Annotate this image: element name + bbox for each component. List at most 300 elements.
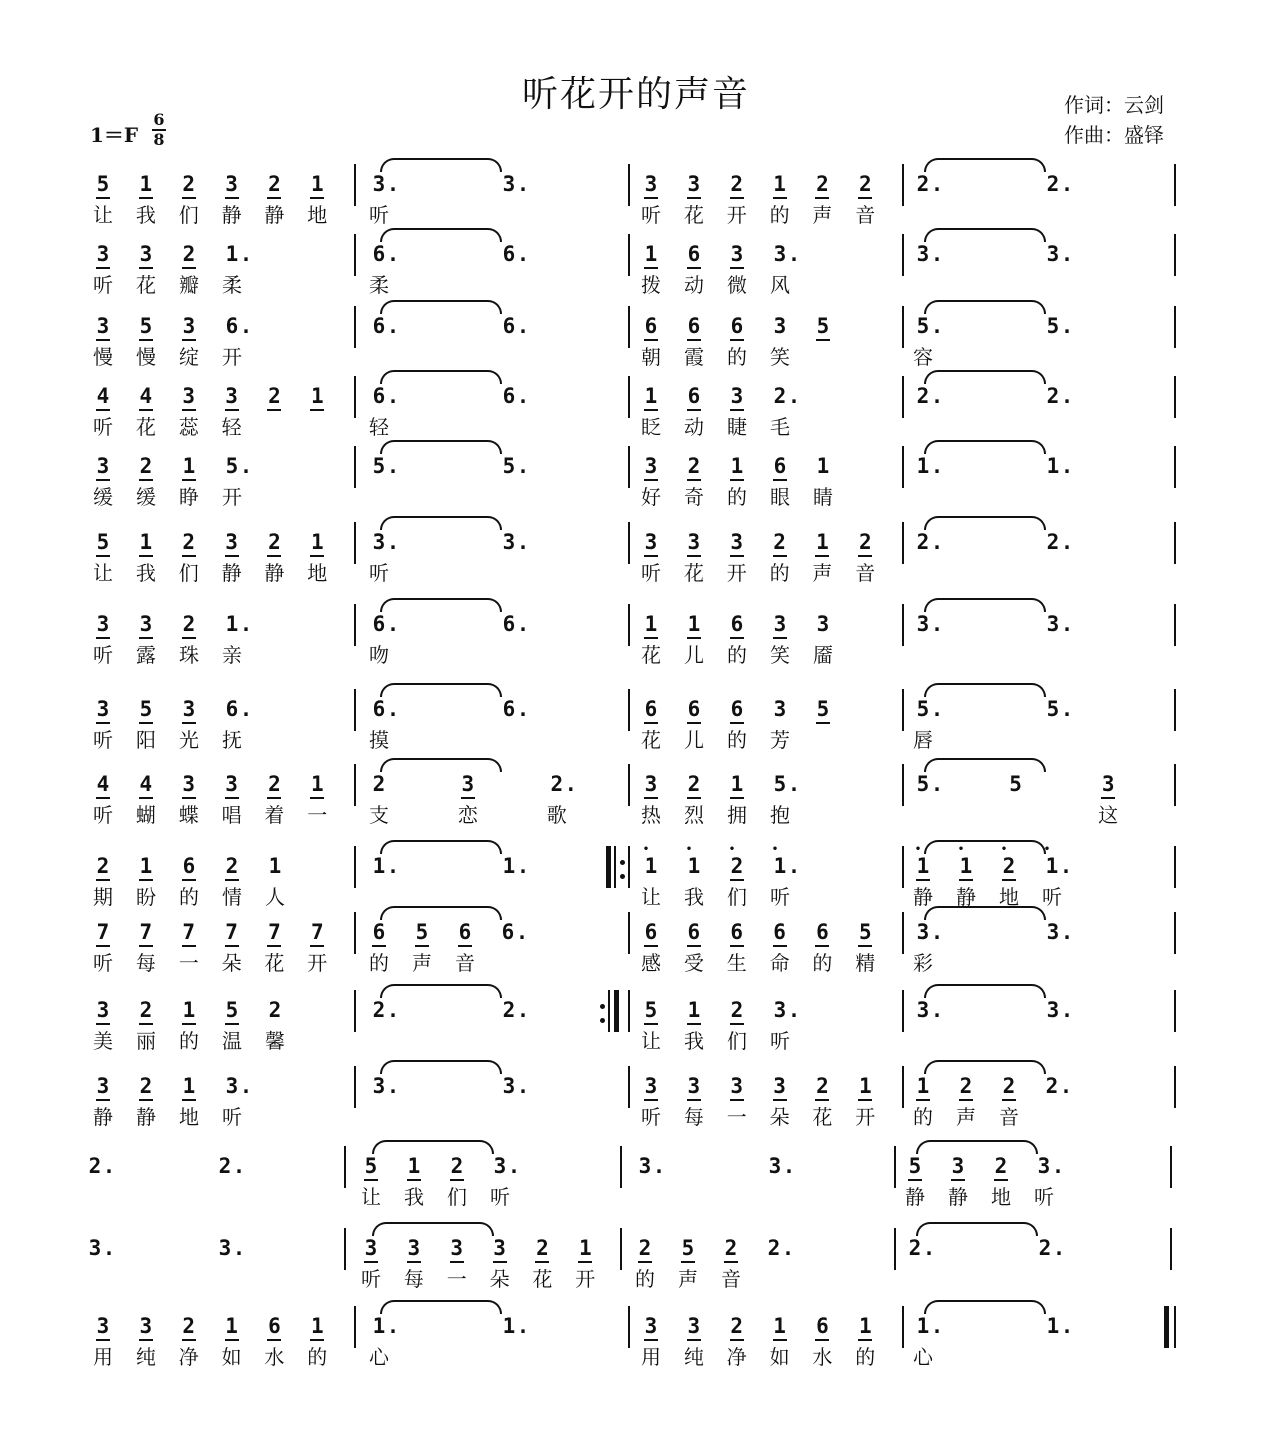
lyric: 烈 (684, 803, 704, 827)
lyric: 缓 (93, 485, 113, 509)
note (133, 695, 159, 723)
eighth-underline (730, 197, 744, 199)
note-token (810, 312, 836, 372)
note-digit: 1 (268, 854, 282, 878)
duration-dot: . (788, 384, 801, 408)
note-token (988, 1152, 1014, 1212)
duration-dot: . (1061, 1314, 1074, 1338)
note-digit: 3 (450, 1236, 464, 1260)
eighth-underline (182, 945, 196, 947)
bar-line (354, 604, 356, 646)
lyric: 静 (913, 885, 933, 909)
note-token (133, 528, 159, 588)
note-token (219, 852, 245, 912)
note-token (401, 1152, 427, 1212)
lyric (82, 1182, 108, 1212)
lyric (1032, 1264, 1058, 1294)
note-digit: 5 (96, 530, 110, 554)
lyric: 亲 (222, 643, 242, 667)
note-digit: 2 (225, 854, 239, 878)
lyric (495, 948, 521, 978)
note (638, 170, 664, 198)
note-token (910, 240, 944, 300)
note-digit: 3 (730, 384, 744, 408)
note-token (176, 312, 202, 372)
bar-line (628, 990, 630, 1032)
note-token (767, 770, 801, 830)
note-token (366, 312, 400, 372)
note-digit: 4 (139, 772, 153, 796)
note-digit: 5 (225, 998, 239, 1022)
duration-dot: . (931, 998, 944, 1022)
note-token (724, 1072, 750, 1132)
eighth-underline (310, 555, 324, 557)
bar-line (628, 846, 630, 888)
bar-line (628, 164, 630, 206)
duration-dot: . (240, 314, 253, 338)
lyric (366, 482, 392, 512)
note-digit: 2 (450, 1154, 464, 1178)
note (82, 1152, 116, 1180)
note-digit: 3 (730, 530, 744, 554)
note-digit: 1 (816, 530, 829, 554)
note-digit: 1 (730, 454, 744, 478)
note (910, 528, 944, 556)
note-token (910, 996, 944, 1056)
note-digit: 5 (916, 697, 930, 721)
note-token (724, 996, 750, 1056)
note-token (90, 382, 116, 442)
note-digit: 3 (687, 172, 701, 196)
note (496, 1072, 530, 1100)
note-digit: 7 (182, 920, 196, 944)
lyric: 一 (726, 1105, 747, 1129)
duration-dot: . (517, 530, 530, 554)
slur (380, 683, 502, 697)
lyric: 抱 (770, 803, 790, 827)
eighth-underline (139, 555, 153, 557)
note-token (261, 1312, 287, 1372)
bar-line (354, 990, 356, 1032)
note (852, 1312, 878, 1340)
note-digit: 5 (139, 697, 153, 721)
note (366, 852, 400, 880)
eighth-underline (96, 339, 110, 341)
lyric: 静 (136, 1105, 156, 1129)
bar-line (1170, 1146, 1172, 1188)
note-token (767, 170, 793, 230)
lyric (496, 725, 522, 755)
note-digit: 1 (687, 612, 701, 636)
note-token (366, 1312, 400, 1372)
note-digit: 3 (96, 697, 110, 721)
lyric: 儿 (684, 643, 704, 667)
final-bar (1164, 1306, 1169, 1348)
eighth-underline (644, 479, 658, 481)
duration-dot: . (1061, 697, 1074, 721)
note-digit: 2 (916, 530, 930, 554)
note-digit: 3 (773, 998, 787, 1022)
note-token (1040, 695, 1074, 755)
note-token (910, 1312, 944, 1372)
note (133, 1312, 159, 1340)
note (902, 1152, 928, 1180)
eighth-underline (182, 637, 196, 639)
bar-line (344, 1146, 346, 1188)
note-digit: 1 (1045, 854, 1059, 878)
lyric (910, 270, 936, 300)
note (718, 1234, 744, 1262)
note-token (176, 1312, 202, 1372)
note (544, 770, 577, 798)
bar-line (628, 689, 630, 731)
lyric (1003, 800, 1029, 830)
note (724, 610, 750, 638)
lyric: 霞 (684, 345, 704, 369)
eighth-underline (816, 722, 830, 724)
duration-dot: . (240, 697, 253, 721)
eighth-underline (730, 555, 744, 557)
eighth-underline (267, 1339, 281, 1341)
note (761, 1234, 795, 1262)
note (444, 1152, 470, 1180)
note (133, 770, 159, 798)
note (401, 1234, 427, 1262)
note-token (852, 1312, 878, 1372)
note-token (358, 1234, 384, 1294)
note-token (910, 770, 944, 830)
note-token (304, 770, 330, 830)
note (82, 1234, 116, 1262)
note (681, 1312, 707, 1340)
slur (380, 1060, 502, 1074)
eighth-underline (182, 555, 196, 557)
lyric: 着 (264, 803, 285, 827)
note (496, 528, 530, 556)
eighth-underline (815, 1339, 829, 1341)
note-digit: 2 (687, 454, 701, 478)
note-digit: 6 (730, 697, 744, 721)
note-digit: 2 (994, 1154, 1008, 1178)
note (810, 695, 836, 723)
note (767, 528, 793, 556)
lyric (910, 412, 936, 442)
note (638, 695, 664, 723)
lyric: 的 (727, 485, 747, 509)
note (681, 528, 707, 556)
note-token (638, 996, 664, 1056)
eighth-underline (96, 1339, 110, 1341)
duration-dot: . (931, 1314, 944, 1338)
lyric: 的 (369, 951, 389, 975)
note (681, 695, 707, 723)
lyric: 我 (404, 1185, 424, 1209)
duration-dot: . (517, 1314, 530, 1338)
note-token (496, 1072, 530, 1132)
note-digit: 2 (502, 998, 516, 1022)
eighth-underline (644, 197, 658, 199)
note (304, 382, 330, 410)
slur (380, 370, 502, 384)
lyric (810, 342, 836, 372)
lyric: 阳 (136, 728, 156, 752)
lyric: 慢 (93, 345, 113, 369)
eighth-underline (858, 555, 872, 557)
note-digit: 2 (959, 1074, 973, 1098)
note (176, 528, 202, 556)
slur (380, 440, 502, 454)
lyric (496, 640, 522, 670)
bar-line (628, 306, 630, 348)
note (133, 996, 159, 1024)
note-digit: 6 (502, 384, 516, 408)
lyric: 绽 (179, 345, 199, 369)
lyric: 听 (1034, 1185, 1054, 1209)
note-token (219, 382, 245, 442)
note-token (366, 610, 400, 670)
note-token (219, 996, 245, 1056)
bar-line (1174, 522, 1176, 564)
lyric: 期 (93, 885, 113, 909)
duration-dot: . (788, 772, 801, 796)
eighth-underline (908, 1179, 922, 1181)
note-token (681, 1072, 707, 1132)
note-digit: 2 (730, 998, 744, 1022)
lyric: 拨 (641, 273, 661, 297)
note (767, 1072, 793, 1100)
eighth-underline (407, 1261, 421, 1263)
note (638, 528, 664, 556)
slur (924, 228, 1046, 242)
lyric: 摸 (369, 728, 389, 752)
note-digit: 1 (858, 1314, 872, 1338)
note (176, 1072, 202, 1100)
note-digit: 3 (644, 454, 658, 478)
note (261, 1312, 287, 1340)
note-token (996, 1072, 1022, 1132)
lyric: 听 (93, 643, 113, 667)
note-digit: 1 (687, 854, 701, 878)
lyric: 音 (855, 561, 876, 585)
note-digit: 3 (139, 612, 153, 636)
lyric: 听 (361, 1267, 381, 1291)
note (810, 610, 836, 638)
note-token (176, 610, 202, 670)
note-token (366, 852, 400, 912)
note (212, 1152, 246, 1180)
lyric: 热 (641, 803, 661, 827)
note (945, 1152, 971, 1180)
high-octave-dot: • (729, 844, 736, 855)
note-token (1031, 1152, 1065, 1212)
note (638, 610, 664, 638)
note-digit: 2 (916, 172, 930, 196)
note-digit: 1 (816, 454, 830, 478)
lyric (762, 1182, 788, 1212)
bar-line (354, 689, 356, 731)
note (90, 852, 116, 880)
note-token (133, 382, 159, 442)
note (724, 770, 750, 798)
lyric: 水 (812, 1345, 833, 1369)
note-token (261, 528, 287, 588)
lyric: 风 (770, 273, 790, 297)
note-token (366, 240, 400, 300)
lyric: 听 (369, 561, 389, 585)
eighth-underline (1002, 879, 1016, 881)
note-digit: 6 (502, 242, 516, 266)
note-token (724, 312, 750, 372)
note-digit: 5 (908, 1154, 922, 1178)
bar-line (894, 1146, 896, 1188)
note (809, 1072, 835, 1100)
note (366, 1072, 400, 1100)
note-digit: 6 (372, 314, 386, 338)
note-token (910, 918, 944, 978)
note-digit: 1 (959, 854, 973, 878)
duration-dot: . (240, 454, 253, 478)
eighth-underline (687, 1023, 701, 1025)
duration-dot: . (240, 612, 253, 636)
bar-line (354, 846, 356, 888)
eighth-underline (96, 722, 110, 724)
eighth-underline (225, 555, 239, 557)
note-digit: 2 (139, 998, 153, 1022)
note-token (1040, 452, 1074, 512)
note-digit: 6 (730, 314, 744, 338)
lyric: 花 (641, 728, 661, 752)
note-digit: 3 (96, 1074, 110, 1098)
note-token (724, 695, 750, 755)
note (495, 918, 529, 946)
note-token (1040, 170, 1074, 230)
note-digit: 2 (1038, 1236, 1052, 1260)
note-token (261, 918, 287, 978)
note-digit: 6 (730, 612, 744, 636)
note-token (681, 610, 707, 670)
note (767, 312, 793, 340)
lyric: 人 (265, 885, 285, 909)
bar-line (628, 1066, 630, 1108)
note-token (638, 312, 664, 372)
bar-line (354, 1066, 356, 1108)
bar-line (628, 1306, 630, 1348)
note (176, 312, 202, 340)
lyric: 温 (222, 1029, 242, 1053)
bar-line (902, 1066, 904, 1108)
note (219, 312, 253, 340)
note (496, 610, 530, 638)
note (953, 844, 979, 880)
note (496, 382, 530, 410)
note-digit: 2 (816, 172, 829, 196)
slur (924, 158, 1046, 172)
note-token (852, 1072, 878, 1132)
duration-dot: . (517, 314, 530, 338)
note (681, 610, 707, 638)
lyric: 蝴 (135, 803, 156, 827)
note-token (809, 1072, 835, 1132)
slur (924, 840, 1046, 854)
note-token (762, 1152, 796, 1212)
lyric (1040, 412, 1066, 442)
eighth-underline (461, 797, 475, 799)
note (1039, 1072, 1073, 1100)
page-title: 听花开的声音 (521, 74, 750, 115)
note-token (529, 1234, 555, 1294)
note-token (910, 1072, 936, 1132)
bar-line (1174, 446, 1176, 488)
duration-dot: . (240, 242, 253, 266)
note (724, 918, 750, 946)
note (409, 918, 435, 946)
lyric: 静 (264, 203, 285, 227)
note-digit: 2 (536, 1236, 549, 1260)
eighth-underline (644, 722, 658, 724)
note (638, 996, 664, 1024)
note (90, 452, 116, 480)
bar-line (902, 234, 904, 276)
duration-dot: . (387, 454, 400, 478)
note (724, 695, 750, 723)
note-token (366, 770, 392, 830)
eighth-underline (644, 409, 658, 411)
note-token (632, 1234, 658, 1294)
note (176, 610, 202, 638)
note-digit: 3 (1101, 772, 1115, 796)
duration-dot: . (782, 1236, 795, 1260)
lyric (902, 1264, 928, 1294)
duration-dot: . (517, 998, 530, 1022)
note (724, 170, 750, 198)
note-token (810, 452, 836, 512)
note-token (90, 312, 116, 372)
lyric: 声 (812, 203, 833, 227)
note-digit: 2 (372, 772, 386, 796)
note-token (681, 770, 707, 830)
lyric (496, 882, 522, 912)
note (1040, 312, 1074, 340)
eighth-underline (96, 197, 110, 199)
eighth-underline (687, 409, 701, 411)
high-octave-dot: • (1044, 844, 1051, 855)
lyric: 笑 (770, 643, 790, 667)
high-octave-dot: • (772, 844, 779, 855)
note (366, 452, 400, 480)
note (638, 382, 664, 410)
slur (916, 1222, 1038, 1236)
lyric: 听 (93, 273, 113, 297)
note (910, 770, 944, 798)
lyric: 朵 (489, 1267, 510, 1291)
slur (380, 906, 502, 920)
note (638, 918, 664, 946)
note (910, 996, 944, 1024)
lyric: 花 (683, 561, 704, 585)
eighth-underline (96, 879, 110, 881)
eighth-underline (225, 1023, 239, 1025)
eighth-underline (858, 1339, 872, 1341)
lyric: 们 (178, 203, 199, 227)
lyric: 美 (93, 1029, 113, 1053)
lyric: 我 (135, 561, 156, 585)
note-token (910, 312, 944, 372)
bar-line (628, 376, 630, 418)
note-token (996, 844, 1022, 912)
note-token (366, 996, 400, 1056)
eighth-underline (182, 797, 196, 799)
note-digit: 3 (773, 612, 787, 636)
